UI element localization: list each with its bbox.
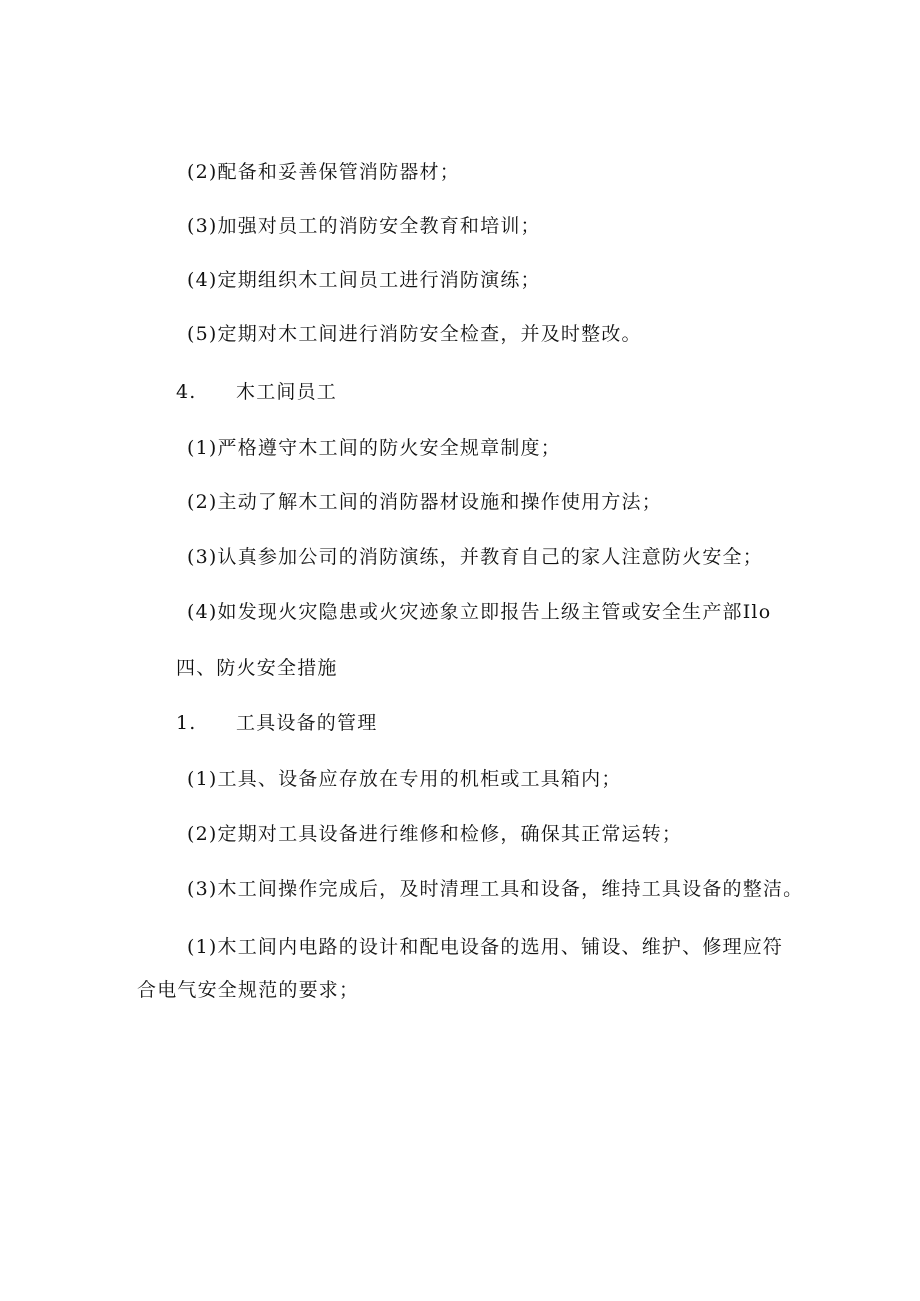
paragraph-line: 合电气安全规范的要求； [137, 979, 360, 1001]
list-item: (2)主动了解木工间的消防器材设施和操作使用方法； [187, 491, 662, 513]
section-number: 1. [176, 712, 197, 734]
section-title: 工具设备的管理 [236, 712, 378, 734]
chapter-heading: 四、防火安全措施 [176, 657, 338, 679]
list-item: (4)如发现火灾隐患或火灾迹象立即报告上级主管或安全生产部Ilo [187, 601, 772, 623]
list-item: (2)配备和妥善保管消防器材； [187, 161, 460, 183]
list-item: (3)认真参加公司的消防演练，并教育自己的家人注意防火安全； [187, 546, 763, 568]
section-heading [176, 711, 377, 735]
list-item: (3)木工间操作完成后，及时清理工具和设备，维持工具设备的整洁。 [187, 878, 804, 900]
list-item: (3)加强对员工的消防安全教育和培训； [187, 215, 541, 237]
paragraph-line: (1)木工间内电路的设计和配电设备的选用、铺设、维护、修理应符 [187, 936, 784, 958]
list-item: (1)严格遵守木工间的防火安全规章制度； [187, 437, 561, 459]
list-item: (5)定期对木工间进行消防安全检查，并及时整改。 [187, 323, 642, 345]
section-number: 4. [176, 381, 197, 403]
list-item: (1)工具、设备应存放在专用的机柜或工具箱内； [187, 768, 622, 790]
list-item: (4)定期组织木工间员工进行消防演练； [187, 269, 541, 291]
list-item: (2)定期对工具设备进行维修和检修，确保其正常运转； [187, 823, 683, 845]
section-heading [176, 380, 337, 404]
section-title: 木工间员工 [236, 381, 338, 403]
